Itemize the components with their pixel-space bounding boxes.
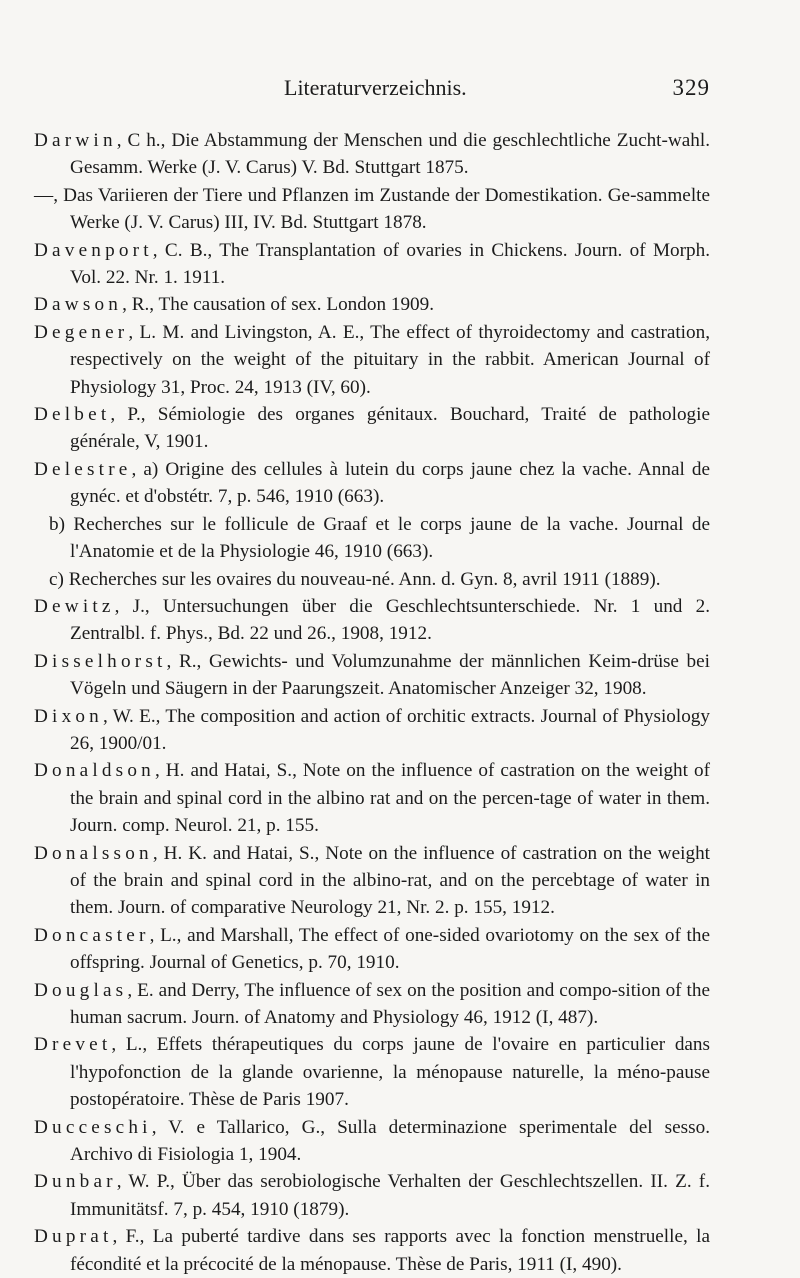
bibliography-entry [34, 401, 710, 456]
entry-author: Dixon [34, 705, 103, 727]
entry-author: Delestre [34, 458, 132, 480]
bibliography-entry [34, 1223, 710, 1278]
entry-text: c) Recherches sur les ovaires du nouveau-né. Ann. d. Gyn. 8, avril 1911 (1889). [49, 568, 661, 590]
bibliography-entry [34, 319, 710, 401]
bibliography-entry [34, 237, 710, 292]
entry-author: Darwin [34, 130, 117, 151]
entry-text: , a) Origine des cellules à lutein du corps jaune chez la vache. Annal de gynéc. et d'obstétr. 7, p. 546, 1910 (663). [70, 458, 710, 508]
entry-text: , W. E., The composition and action of orchitic extracts. Journal of Physiology 26, 1900/01. [70, 705, 710, 754]
entry-text: , J., Untersuchungen über die Geschlechtsunterschiede. Nr. 1 und 2. Zentralbl. f. Phys., Bd. 22 und 26., 1908, 1912. [70, 595, 710, 645]
entry-author: Degener [34, 321, 129, 343]
bibliography-entry [34, 511, 710, 566]
page-header [34, 75, 710, 109]
bibliography-entry [34, 922, 710, 977]
entry-author: Drevet [34, 1034, 112, 1056]
running-title: Literaturverzeichnis. [284, 75, 467, 100]
bibliography-entry [34, 456, 710, 511]
entry-author: Delbet [34, 404, 111, 426]
entry-text: , F., La puberté tardive dans ses rapports avec la fonction menstruelle, la fécondité et la précocité de la ménopause. Thèse de Paris, 1911 (I, 490). [70, 1226, 710, 1275]
entry-text: , R., The causation of sex. London 1909. [122, 294, 435, 316]
entry-text: , L., Effets thérapeutiques du corps jaune de l'ovaire en particulier dans l'hypofonction de la glande ovarienne, la ménopause naturelle, la méno-pause postopératoire. Thèse de Paris 1907. [70, 1034, 710, 1111]
entry-author: Duprat [34, 1226, 113, 1248]
entry-text: , V. e Tallarico, G., Sulla determinazione sperimentale del sesso. Archivo di Fisiologia 1, 1904. [70, 1116, 710, 1166]
entry-text: , E. and Derry, The influence of sex on the position and compo-sition of the human sacrum. Journ. of Anatomy and Physiology 46, 1912 (I, 487). [70, 979, 710, 1028]
bibliography-entry [34, 703, 710, 758]
bibliography-entry [34, 1168, 710, 1223]
entry-text: , L., and Marshall, The effect of one-sided ovariotomy on the sex of the offspring. Journal of Genetics, p. 70, 1910. [70, 924, 710, 974]
entry-text: , H. K. and Hatai, S., Note on the influence of castration on the weight of the brain and spinal cord in the albino-rat, and on the percebtage of water in them. Journ. of comparative Neurology 21, Nr. 2. p. 155, 1912. [70, 842, 710, 919]
entry-author: Douglas [34, 979, 128, 1001]
page-number: 329 [672, 75, 710, 100]
bibliography-entry [34, 757, 710, 839]
entry-author: Dewitz [34, 595, 115, 617]
bibliography-entry [34, 977, 710, 1032]
entry-author: Ducceschi [34, 1116, 152, 1138]
bibliography-entry [34, 648, 710, 703]
bibliography-entry [34, 291, 710, 318]
entry-author: Disselhorst [34, 650, 167, 672]
bibliography-entry [34, 127, 710, 182]
entry-author: Doncaster [34, 924, 150, 946]
entry-text: —, Das Variieren der Tiere und Pflanzen im Zustande der Domestikation. Ge-sammelte Werke (J. V. Carus) III, IV. Bd. Stuttgart 1878. [34, 184, 710, 234]
bibliography-entry [34, 1031, 710, 1113]
bibliography-entry [34, 566, 710, 593]
bibliography-list [34, 127, 710, 1278]
bibliography-entry [34, 840, 710, 922]
entry-text: , R., Gewichts- und Volumzunahme der männlichen Keim-drüse bei Vögeln und Säugern in der Paarungszeit. Anatomischer Anzeiger 32, 1908. [70, 650, 710, 700]
entry-text: , C h., Die Abstammung der Menschen und die geschlechtliche Zucht-wahl. Gesamm. Werke (J. V. Carus) V. Bd. Stuttgart 1875. [70, 130, 710, 179]
entry-text: , L. M. and Livingston, A. E., The effect of thyroidectomy and castration, respectively on the weight of the pituitary in the rabbit. American Journal of Physiology 31, Proc. 24, 1913 (IV, 60). [70, 321, 710, 398]
entry-author: Donaldson [34, 760, 155, 782]
entry-author: Dunbar [34, 1171, 117, 1193]
entry-text: , H. and Hatai, S., Note on the influence of castration on the weight of the brain and spinal cord in the albino rat and on the percen-tage of water in them. Journ. comp. Neurol. 21, p. 155. [70, 760, 710, 837]
entry-text: , P., Sémiologie des organes génitaux. Bouchard, Traité de pathologie générale, V, 1901. [70, 404, 710, 453]
bibliography-entry [34, 593, 710, 648]
entry-text: , W. P., Über das serobiologische Verhalten der Geschlechtszellen. II. Z. f. Immunitätsf. 7, p. 454, 1910 (1879). [70, 1171, 710, 1220]
entry-author: Davenport [34, 239, 153, 261]
entry-author: Dawson [34, 294, 123, 316]
entry-text: b) Recherches sur le follicule de Graaf et le corps jaune de la vache. Journal de l'Anatomie et de la Physiologie 46, 1910 (663). [49, 513, 710, 563]
bibliography-entry [34, 182, 710, 237]
bibliography-entry [34, 1114, 710, 1169]
entry-text: , C. B., The Transplantation of ovaries in Chickens. Journ. of Morph. Vol. 22. Nr. 1. 1911. [70, 239, 710, 289]
entry-author: Donalsson [34, 842, 153, 864]
